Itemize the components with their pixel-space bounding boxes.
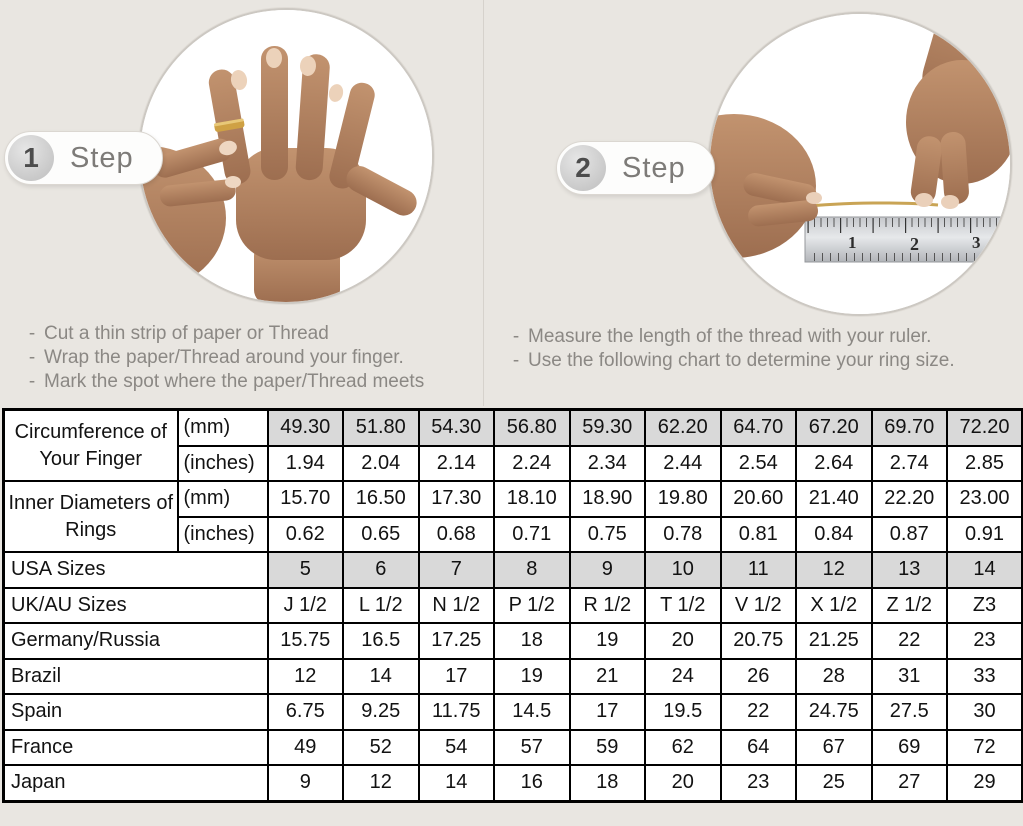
size-cell: 19.5: [645, 694, 721, 730]
size-cell: 14: [343, 659, 419, 695]
instruction-line: [504, 349, 1020, 373]
size-cell: 54: [419, 730, 495, 766]
size-cell: 59.30: [570, 410, 646, 446]
size-cell: 5: [268, 552, 344, 588]
row-label: Spain: [4, 694, 268, 730]
size-cell: 15.70: [268, 481, 344, 517]
size-cell: 17.25: [419, 623, 495, 659]
size-cell: V 1/2: [721, 588, 797, 624]
size-cell: 26: [721, 659, 797, 695]
size-cell: 16.50: [343, 481, 419, 517]
size-cell: 24: [645, 659, 721, 695]
step-2-instructions: [504, 325, 1020, 373]
size-cell: 0.87: [872, 517, 948, 553]
bullet-dash: -: [28, 371, 36, 392]
bullet-dash: -: [512, 350, 520, 371]
size-cell: 0.62: [268, 517, 344, 553]
size-cell: 2.14: [419, 446, 495, 482]
size-cell: 23: [721, 765, 797, 801]
instruction-text: Measure the length of the thread with your ruler.: [528, 326, 932, 347]
step-2-photo-circle: [708, 12, 1012, 316]
size-cell: 49.30: [268, 410, 344, 446]
size-cell: 31: [872, 659, 948, 695]
size-cell: 69.70: [872, 410, 948, 446]
size-cell: 29: [947, 765, 1023, 801]
size-cell: Z3: [947, 588, 1023, 624]
size-cell: 0.68: [419, 517, 495, 553]
size-cell: 22.20: [872, 481, 948, 517]
measuring-thread-illustration: [710, 14, 1010, 314]
size-cell: 8: [494, 552, 570, 588]
size-cell: 12: [796, 552, 872, 588]
size-cell: 10: [645, 552, 721, 588]
size-cell: 2.74: [872, 446, 948, 482]
size-cell: 7: [419, 552, 495, 588]
step-2-badge: [556, 141, 715, 195]
instruction-line: [20, 322, 490, 346]
size-cell: 0.71: [494, 517, 570, 553]
step-1-label: Step: [70, 141, 134, 174]
table-row: [4, 588, 1023, 624]
size-cell: 57: [494, 730, 570, 766]
size-cell: 17: [419, 659, 495, 695]
step-2-number: 2: [560, 145, 606, 191]
size-cell: 20.75: [721, 623, 797, 659]
size-cell: 22: [721, 694, 797, 730]
row-label: Circumference of Your Finger: [4, 410, 178, 482]
size-cell: 2.64: [796, 446, 872, 482]
size-cell: 30: [947, 694, 1023, 730]
size-cell: 0.78: [645, 517, 721, 553]
size-cell: 6.75: [268, 694, 344, 730]
size-cell: 1.94: [268, 446, 344, 482]
step-2-label: Step: [622, 151, 686, 184]
size-cell: 12: [343, 765, 419, 801]
size-cell: 64.70: [721, 410, 797, 446]
size-cell: 2.04: [343, 446, 419, 482]
size-cell: 27: [872, 765, 948, 801]
size-cell: 19: [570, 623, 646, 659]
ruler: [805, 217, 1010, 262]
size-cell: 18.90: [570, 481, 646, 517]
size-cell: 62: [645, 730, 721, 766]
size-cell: 2.44: [645, 446, 721, 482]
instruction-line: [20, 346, 490, 370]
size-cell: N 1/2: [419, 588, 495, 624]
bullet-dash: -: [28, 347, 36, 368]
size-cell: 14: [419, 765, 495, 801]
size-cell: 62.20: [645, 410, 721, 446]
size-cell: 11: [721, 552, 797, 588]
size-cell: 67: [796, 730, 872, 766]
size-cell: 59: [570, 730, 646, 766]
size-cell: 2.54: [721, 446, 797, 482]
row-unit-label: (inches): [178, 446, 268, 482]
size-cell: 17: [570, 694, 646, 730]
size-cell: 0.81: [721, 517, 797, 553]
size-cell: 18: [570, 765, 646, 801]
size-cell: 18.10: [494, 481, 570, 517]
size-cell: 17.30: [419, 481, 495, 517]
row-label: Japan: [4, 765, 268, 801]
bullet-dash: -: [512, 326, 520, 347]
size-cell: 0.65: [343, 517, 419, 553]
table-row: [4, 623, 1023, 659]
table-row: [4, 410, 1023, 446]
size-cell: 19.80: [645, 481, 721, 517]
size-cell: 21.25: [796, 623, 872, 659]
size-cell: Z 1/2: [872, 588, 948, 624]
row-unit-label: (mm): [178, 410, 268, 446]
size-cell: 0.84: [796, 517, 872, 553]
size-cell: 20: [645, 765, 721, 801]
instruction-line: [504, 325, 1020, 349]
size-cell: 20.60: [721, 481, 797, 517]
instruction-text: Use the following chart to determine your ring size.: [528, 350, 955, 371]
size-cell: 72.20: [947, 410, 1023, 446]
size-cell: 22: [872, 623, 948, 659]
hand-with-ring-illustration: [140, 10, 432, 302]
size-cell: J 1/2: [268, 588, 344, 624]
size-cell: 15.75: [268, 623, 344, 659]
size-cell: 9.25: [343, 694, 419, 730]
ring-size-table: [2, 408, 1023, 803]
instruction-text: Wrap the paper/Thread around your finger.: [44, 347, 404, 368]
size-cell: 27.5: [872, 694, 948, 730]
table-row: [4, 730, 1023, 766]
size-cell: 11.75: [419, 694, 495, 730]
ruler-number-1: 1: [848, 233, 857, 252]
size-cell: 2.24: [494, 446, 570, 482]
size-cell: 6: [343, 552, 419, 588]
size-cell: 16.5: [343, 623, 419, 659]
size-cell: 9: [570, 552, 646, 588]
size-cell: 54.30: [419, 410, 495, 446]
size-cell: 0.91: [947, 517, 1023, 553]
size-cell: 2.34: [570, 446, 646, 482]
size-cell: 72: [947, 730, 1023, 766]
step-1-instructions: [20, 322, 490, 394]
size-cell: 49: [268, 730, 344, 766]
section-divider: [483, 0, 484, 406]
row-unit-label: (inches): [178, 517, 268, 553]
bullet-dash: -: [28, 323, 36, 344]
size-cell: 28: [796, 659, 872, 695]
size-cell: 13: [872, 552, 948, 588]
size-cell: 67.20: [796, 410, 872, 446]
size-cell: 56.80: [494, 410, 570, 446]
size-cell: 64: [721, 730, 797, 766]
step-1-number: 1: [8, 135, 54, 181]
ruler-number-3: 3: [972, 233, 981, 252]
size-cell: 25: [796, 765, 872, 801]
row-label: Germany/Russia: [4, 623, 268, 659]
ruler-number-2: 2: [910, 234, 919, 254]
instruction-line: [20, 370, 490, 394]
size-cell: 14.5: [494, 694, 570, 730]
size-cell: 24.75: [796, 694, 872, 730]
step-1-photo-circle: [138, 8, 434, 304]
row-label: Inner Diameters of Rings: [4, 481, 178, 552]
size-cell: 19: [494, 659, 570, 695]
size-cell: 21: [570, 659, 646, 695]
row-label: UK/AU Sizes: [4, 588, 268, 624]
table-row: [4, 552, 1023, 588]
size-cell: 9: [268, 765, 344, 801]
size-cell: 12: [268, 659, 344, 695]
size-cell: T 1/2: [645, 588, 721, 624]
table-row: [4, 481, 1023, 517]
table-row: [4, 659, 1023, 695]
size-cell: L 1/2: [343, 588, 419, 624]
instruction-text: Cut a thin strip of paper or Thread: [44, 323, 329, 344]
size-cell: R 1/2: [570, 588, 646, 624]
size-cell: 23: [947, 623, 1023, 659]
size-cell: 52: [343, 730, 419, 766]
size-cell: 16: [494, 765, 570, 801]
size-cell: P 1/2: [494, 588, 570, 624]
size-cell: 51.80: [343, 410, 419, 446]
row-label: France: [4, 730, 268, 766]
steps-section: [0, 0, 1023, 408]
table-row: [4, 765, 1023, 801]
instruction-text: Mark the spot where the paper/Thread meets: [44, 371, 425, 392]
row-label: USA Sizes: [4, 552, 268, 588]
size-cell: 21.40: [796, 481, 872, 517]
size-cell: 14: [947, 552, 1023, 588]
size-cell: 18: [494, 623, 570, 659]
row-unit-label: (mm): [178, 481, 268, 517]
size-cell: 0.75: [570, 517, 646, 553]
size-cell: 2.85: [947, 446, 1023, 482]
size-cell: 69: [872, 730, 948, 766]
size-cell: 33: [947, 659, 1023, 695]
size-cell: 20: [645, 623, 721, 659]
size-chart-section: [0, 408, 1023, 803]
step-1-badge: [4, 131, 163, 185]
table-row: [4, 694, 1023, 730]
size-cell: 23.00: [947, 481, 1023, 517]
size-cell: X 1/2: [796, 588, 872, 624]
row-label: Brazil: [4, 659, 268, 695]
